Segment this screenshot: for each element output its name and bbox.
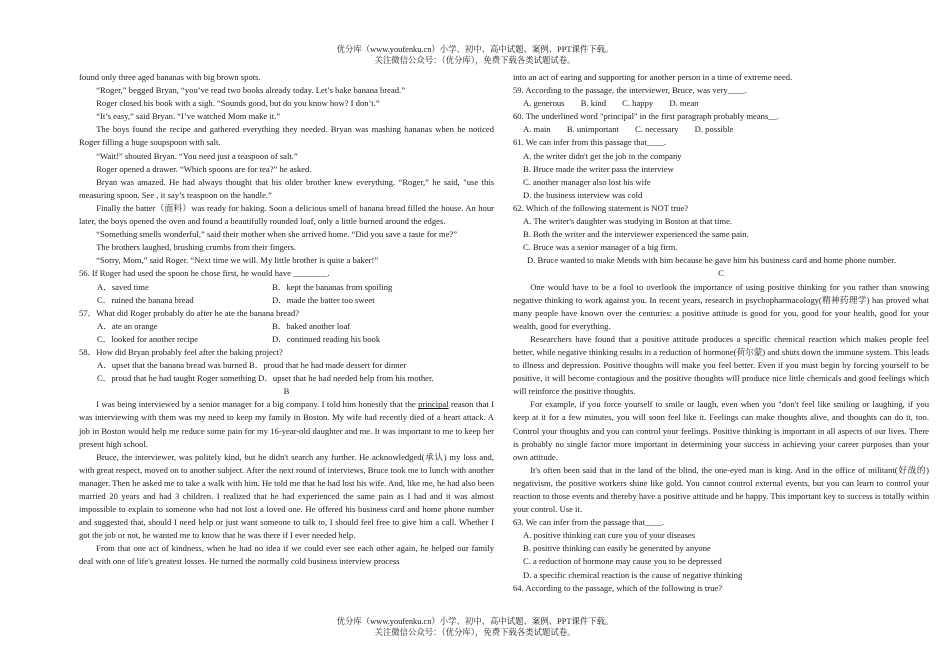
passage-b-paragraph-3: From that one act of kindness, when he had no idea if we could ever see each other again, he helped our family deal with one of life's greatest losses. He turned the normally cold business interview process [79,543,494,567]
story-paragraph: “Wait!” shouted Bryan. “You need just a teaspoon of salt.” [96,150,298,161]
option-a: A. the writer didn't get the job in the company [523,150,682,161]
right-column [513,71,929,595]
passage-c-paragraph-4: It's often been said that in the land of the blind, the one-eyed man is king. And in the office of militant(好战的) negativism, the positive workers shine like gold. You cannot control external events, but you can learn to control your reaction to those events and thereby have a positive attitude and be happy. This important key to success is totally within your control. Use it. [513,464,929,515]
option-a: A. positive thinking can cure you of your diseases [523,530,696,541]
option-c: C. a reduction of hormone may cause you to be depressed [523,556,722,567]
option-d: D．made the batter too sweet [272,294,375,305]
option-c: C. Bruce was a senior manager of a big firm. [523,242,678,253]
question-58-options-cd: C．proud that he had taught Roger something D．upset that he had needed help from his mother. [97,373,434,384]
passage-c-paragraph-2: Researchers have found that a positive attitude produces a specific chemical reaction which makes people feel better, while negative thinking results in a reduction of hormone(荷尔蒙) and shuts down the immune system. This leads to illness and depression. Positive thoughts will make you feel better. Even if you must begin by forcing yourself to be positive, it will become contagious and the positive thoughts will produce nice little chemicals and good feelings which will reinforce the positive thoughts. [513,333,929,397]
option-d: D．continued reading his book [272,333,381,344]
question-63-stem: 63. We can infer from the passage that____. [513,517,665,528]
option-d: D. possible [694,124,734,135]
story-paragraph: Bryan was amazed. He had always thought that his older brother knew everything. “Roger,” he said, "use this measuring spoon. See , it say’s teaspoon on the handle.” [79,176,494,200]
option-d: D. a specific chemical reaction is the cause of negative thinking [523,569,743,580]
question-56-options-cd [79,294,494,307]
question-59-options [513,97,929,110]
header-line-2: 关注微信公众号：（优分库），免费下载各类试题试卷。 [374,56,576,65]
option-a: A. generous [523,98,565,109]
story-paragraph: The brothers laughed, brushing crumbs from their fingers. [96,242,296,253]
page-footer [0,616,950,638]
option-b: B. Both the writer and the interviewer experienced the same pain. [523,229,749,240]
question-59-stem: 59. According to the passage, the interviewer, Bruce, was very____. [513,85,748,96]
option-c: C．ruined the banana bread [97,294,194,305]
page-header [0,44,950,66]
option-d: D. the business interview was cold [523,189,643,200]
question-60-stem: 60. The underlined word "principal" in the first paragraph probably means__. [513,111,780,122]
option-b: B. Bruce made the writer pass the interview [523,163,674,174]
section-b-heading: B [283,386,290,397]
option-d: D. Bruce wanted to make Mends with him because he gave him his business card and home phone number. [527,255,896,266]
story-paragraph: “It’s easy,” said Bryan. “I’ve watched Mom make it.” [96,111,281,122]
option-d: D. mean [669,98,699,109]
footer-line-1: 优分库（www.youfenku.cn）小学、初中、高中试题、案例、PPT课件下载。 [336,617,614,626]
underlined-word: principal [418,399,449,410]
question-58-options-ab: A．upset that the banana bread was burned B．proud that he had made dessert for dinner [97,360,407,371]
question-64-stem: 64. According to the passage, which of the following is true? [513,582,723,593]
story-paragraph: The boys found the recipe and gathered everything they needed. Bryan was mashing bananas when he noticed Roger filling a huge soupspoon with salt. [79,124,494,148]
option-a: A．ate an orange [97,320,158,331]
question-61-stem: 61. We can infer from this passage that____. [513,137,667,148]
option-b: B. kind [580,98,606,109]
story-paragraph: “Something smells wonderful,” said their mother when she arrived home. “Did you save a taste for me?” [96,229,458,240]
passage-b-continued: into an act of earing and supporting for another person in a time of extreme need. [513,72,793,82]
question-57-options-cd [79,333,494,346]
header-line-1: 优分库（www.youfenku.cn）小学、初中、高中试题、案例、PPT课件下载。 [336,45,614,54]
section-c-heading: C [718,268,724,279]
option-a: A．saved time [97,281,149,292]
option-b: B. unimportant [566,124,619,135]
option-c: C. happy [622,98,654,109]
option-a: A. The writer's daughter was studying in Boston at that time. [523,216,733,227]
passage-c-paragraph-1: One would have to be a fool to overlook the importance of using positive thinking for you rather than snowing negative thinking to work against you. In recent years, research in psychopharmacology(精神药理学) has proved what many people have known over the centuries: a positive attitude is good for you, good for your health, good for your wealth, good for everything. [513,281,929,331]
story-paragraph: Roger closed his book with a sigh. “Sounds good, but do you know how? I don’t.” [96,98,380,109]
question-57-options-ab [79,320,494,333]
question-57-stem: 57．What did Roger probably do after he ate the banana bread? [79,307,300,318]
option-b: B．kept the bananas from spoiling [272,281,393,292]
option-c: C. necessary [635,124,679,135]
option-b: B．baked another loaf [272,320,351,331]
passage-c-paragraph-3: For example, if you force yourself to smile or laugh, even when you "don't feel like smiling or laughing, if you keep at it for a few minutes, you will soon feel like it. Feelings can make thoughts alive, and thoughts can do it, too. Control your thoughts and you can control your feelings. Positive thinking is important in all aspects of our lives. There is probably no single factor more important in determining your success in achieving your career purposes than your own attitude. [513,399,929,462]
passage-b-paragraph-1 [79,398,494,450]
question-62-stem: 62. Which of the following statement is NOT true? [513,202,689,213]
question-56-stem: 56. If Roger had used the spoon he chose first, he would have ________. [79,268,330,279]
question-56-options-ab [79,281,494,294]
footer-line-2: 关注微信公众号：（优分库），免费下载各类试题试卷。 [374,628,576,637]
story-paragraph: “Roger,” begged Bryan, “you’ve read two books already today. Let’s bake banana bread.” [96,85,406,96]
option-a: A. main [523,124,551,135]
passage-text: reason that I was interviewing with them was my need to keep my family in Boston. My wife had recently died of a heart attack. A job in Boston would help me reduce some pain for my 16-year-old daughter and me. It was important to me to keep her present high school. [79,399,494,449]
story-paragraph: Roger opened a drawer. “Which spoons are for tea?” he asked. [96,163,312,174]
left-column [79,71,494,569]
story-paragraph: “Sorry, Mom,” said Roger. “Next time we will. My little brother is quite a baker!” [96,255,379,266]
story-paragraph: found only three aged bananas with big brown spots. [79,72,261,82]
option-c: C．looked for another recipe [97,333,198,344]
question-58-stem: 58．How did Bryan probably feel after the baking project? [79,346,283,357]
question-60-options [513,123,929,136]
option-c: C. another manager also lost his wife [523,176,651,187]
passage-text: I was being interviewed by a senior manager for a big company. I told him honestly that the [96,399,416,410]
passage-b-paragraph-2: Bruce, the interviewer, was politely kind, but he didn't search any further. He acknowledged(承认) my loss and, with great respect, moved on to another subject. After the next round of interviews, Bruce took me to lunch with another manager. Then he asked me to take a walk with him. He told me that he had lost his wife. And, like me, he had also been married 20 years and had 3 children. I realized that he had experienced the same pain as I had and it was almost impossible to explain to someone who had not lost a loved one. He offered his business card and home phone number and suggested that, should I need help or just want someone to talk to, I should feel free to give him a call. Whether I got the job or not, he wanted me to know that he was there if I ever needed help. [79,451,494,541]
option-b: B. positive thinking can easily be generated by anyone [523,543,711,554]
story-paragraph: Finally the batter（面料）was ready for baking. Soon a delicious smell of banana bread filled the house. An hour later, the boys opened the oven and found a beautifully rounded loaf, only a little burned around the edges. [79,202,494,227]
